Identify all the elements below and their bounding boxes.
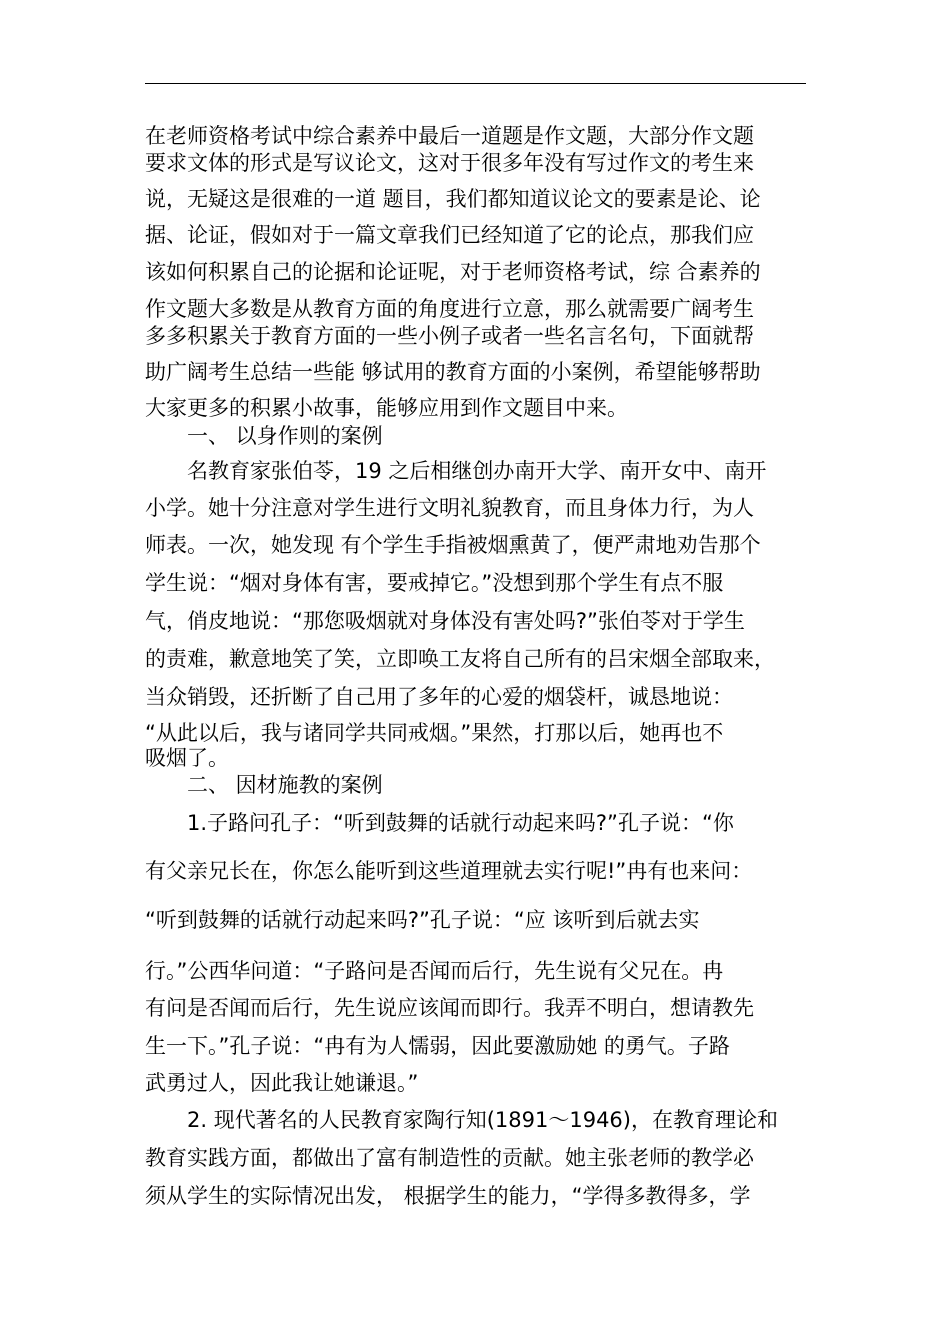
text-line: 该如何积累自己的论据和论证呢，对于老师资格考试，综 合素养的 <box>145 260 761 284</box>
text-line: “从此以后，我与诸同学共同戒烟。”果然，打那以后，她再也不 <box>145 721 724 745</box>
text-line: 说，无疑这是很难的一道 题目，我们都知道议论文的要素是论、论 <box>145 187 761 211</box>
text-line: 2. 现代著名的人民教育家陶行知(1891～1946)，在教育理论和 <box>145 1108 778 1132</box>
text-line: “听到鼓舞的话就行动起来吗?”孔子说：“应 该听到后就去实 <box>145 908 700 932</box>
text-line: 要求文体的形式是写议论文，这对于很多年没有写过作文的考生来 <box>145 151 754 175</box>
text-line: 生一下。”孔子说：“冉有为人懦弱，因此要激励她 的勇气。子路 <box>145 1034 730 1058</box>
text-line: 师表。一次，她发现 有个学生手指被烟熏黄了，便严肃地劝告那个 <box>145 533 761 557</box>
text-line: 的责难，歉意地笑了笑，立即唤工友将自己所有的吕宋烟全部取来， <box>145 647 775 671</box>
header-rule <box>145 83 806 84</box>
text-line: 1.子路问孔子：“听到鼓舞的话就行动起来吗?”孔子说：“你 <box>145 811 734 835</box>
text-line: 多多积累关于教育方面的一些小例子或者一些名言名句，下面就帮 <box>145 324 754 348</box>
text-line: 须从学生的实际情况出发， 根据学生的能力，“学得多教得多，学 <box>145 1184 751 1208</box>
text-line: 学生说：“烟对身体有害，要戒掉它。”没想到那个学生有点不服 <box>145 571 724 595</box>
text-line: 大家更多的积累小故事，能够应用到作文题目中来。 <box>145 396 628 420</box>
text-line: 行。”公西华问道：“子路问是否闻而后行，先生说有父兄在。冉 <box>145 959 724 983</box>
text-line: 教育实践方面，都做出了富有制造性的贡献。她主张老师的教学必 <box>145 1146 754 1170</box>
text-line: 据、论证，假如对于一篇文章我们已经知道了它的论点，那我们应 <box>145 223 754 247</box>
text-line: 吸烟了。 <box>145 746 229 770</box>
text-line: 小学。她十分注意对学生进行文明礼貌教育，而且身体力行，为人 <box>145 496 754 520</box>
text-line: 名教育家张伯苓，19 之后相继创办南开大学、南开女中、南开 <box>145 459 767 483</box>
text-line: 当众销毁，还折断了自己用了多年的心爱的烟袋杆，诚恳地说： <box>145 685 733 709</box>
text-line: 作文题大多数是从教育方面的角度进行立意，那么就需要广阔考生 <box>145 297 754 321</box>
text-line: 有父亲兄长在，你怎么能听到这些道理就去实行呢!”冉有也来问： <box>145 859 753 883</box>
text-line: 在老师资格考试中综合素养中最后一道题是作文题，大部分作文题 <box>145 124 754 148</box>
text-line: 助广阔考生总结一些能 够试用的教育方面的小案例，希望能够帮助 <box>145 360 761 384</box>
text-line: 有问是否闻而后行，先生说应该闻而即行。我弄不明白，想请教先 <box>145 996 754 1020</box>
section-heading: 一、 以身作则的案例 <box>145 424 383 448</box>
section-heading: 二、 因材施教的案例 <box>145 773 383 797</box>
text-line: 武勇过人，因此我让她谦退。” <box>145 1071 419 1095</box>
text-line: 气，俏皮地说：“那您吸烟就对身体没有害处吗?”张伯苓对于学生 <box>145 609 745 633</box>
